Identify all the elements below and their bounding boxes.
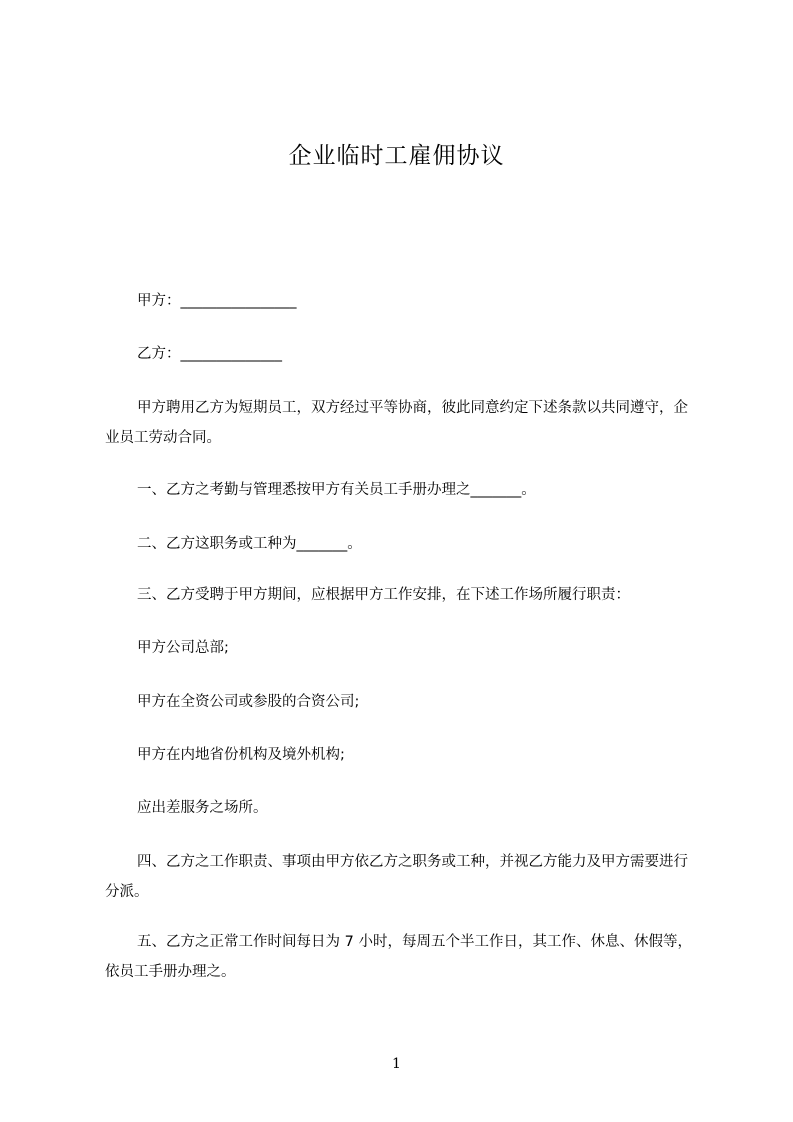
document-title: 企业临时工雇佣协议 — [288, 143, 505, 169]
clause-1: 一、乙方之考勤与管理悉按甲方有关员工手册办理之_______。 — [137, 482, 536, 498]
party-b-line: 乙方：______________ — [137, 346, 282, 362]
clause-3: 三、乙方受聘于甲方期间，应根据甲方工作安排，在下述工作场所履行职责： — [137, 587, 630, 603]
clause-4: 四、乙方之工作职责、事项由甲方依乙方之职务或工种，并视乙方能力及甲方需要进行分派。 — [105, 854, 688, 900]
intro-paragraph: 甲方聘用乙方为短期员工，双方经过平等协商，彼此同意约定下述条款以共同遵守，企业员工劳动合同。 — [105, 400, 688, 446]
workplace-item-1: 甲方公司总部; — [137, 640, 229, 656]
clause-2: 二、乙方这职务或工种为_______。 — [137, 536, 362, 552]
clause-5: 五、乙方之正常工作时间每日为 7 小时，每周五个半工作日，其工作、休息、休假等，依员工手册办理之。 — [105, 934, 692, 980]
workplace-item-4: 应出差服务之场所。 — [137, 800, 268, 816]
workplace-item-3: 甲方在内地省份机构及境外机构; — [137, 747, 345, 763]
page-number: 1 — [392, 1056, 401, 1072]
party-a-line: 甲方：________________ — [137, 293, 297, 309]
workplace-item-2: 甲方在全资公司或参股的合资公司; — [137, 694, 360, 710]
